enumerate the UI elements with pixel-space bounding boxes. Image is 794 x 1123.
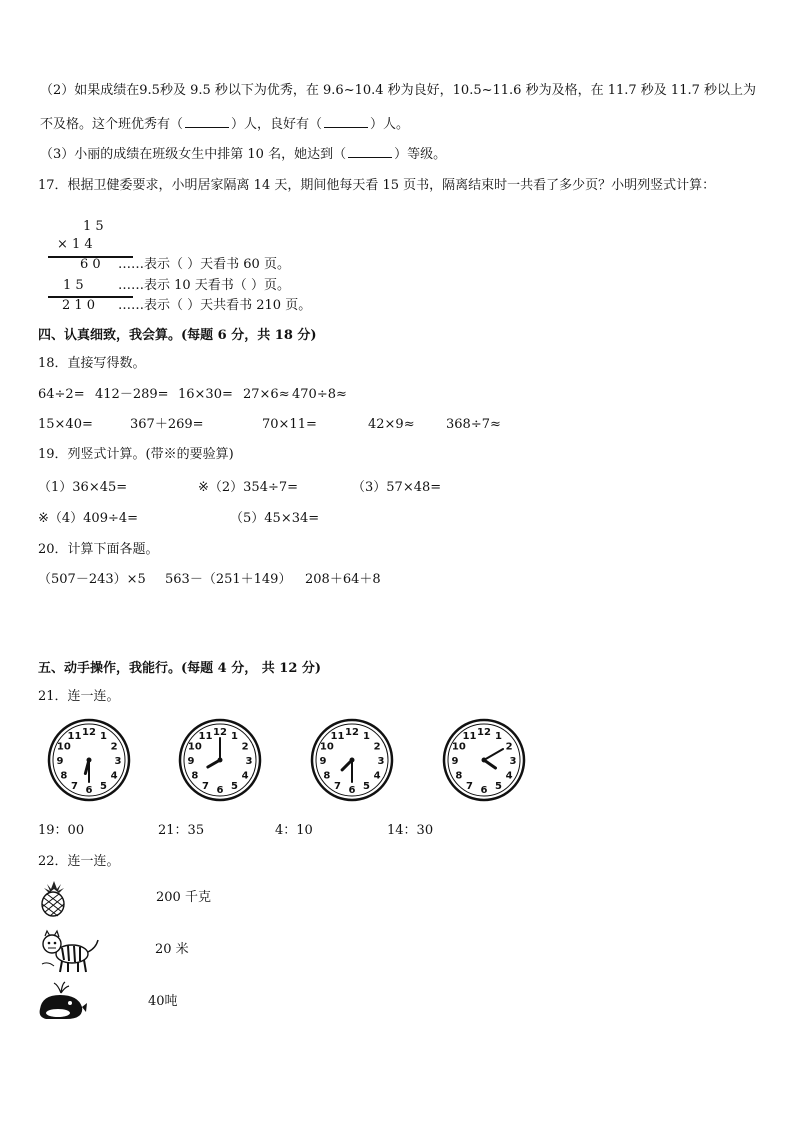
clock-numeral: 7 bbox=[466, 781, 473, 793]
q16-part2-line2 bbox=[40, 115, 409, 134]
q19-item: ※（4）409÷4= bbox=[38, 511, 139, 526]
clock-numeral: 12 bbox=[345, 727, 359, 738]
clock-numeral: 4 bbox=[110, 770, 118, 782]
section-5-title: 五、动手操作，我能行。(每题 4 分， 共 12 分) bbox=[38, 661, 322, 676]
clock-numeral: 11 bbox=[330, 730, 345, 742]
vertical-calc-row3: 6 0 bbox=[80, 257, 101, 272]
clock-numeral: 3 bbox=[377, 756, 385, 767]
clock-numeral: 6 bbox=[480, 785, 488, 796]
vertical-calc-row5-note: ……表示（ ）天共看书 210 页。 bbox=[118, 298, 312, 313]
whale-icon bbox=[36, 979, 88, 1023]
time-label: 21：35 bbox=[158, 823, 205, 838]
clock-numeral: 7 bbox=[71, 781, 78, 793]
clock-numeral: 11 bbox=[462, 730, 477, 742]
q18-item: 27×6≈ bbox=[243, 387, 290, 402]
clock-numeral: 9 bbox=[319, 756, 327, 767]
clock-numeral: 8 bbox=[323, 770, 331, 782]
q18-item: 70×11= bbox=[262, 417, 317, 432]
q19-item: （1）36×45= bbox=[38, 480, 128, 495]
clock-numeral: 2 bbox=[373, 741, 381, 753]
clock-numeral: 1 bbox=[363, 730, 370, 742]
time-label: 14：30 bbox=[387, 823, 434, 838]
q18-item: 15×40= bbox=[38, 417, 93, 432]
clock-numeral: 8 bbox=[191, 770, 199, 782]
q18-item: 16×30= bbox=[178, 387, 233, 402]
clock-numeral: 4 bbox=[373, 770, 381, 782]
q18-item: 368÷7≈ bbox=[446, 417, 501, 432]
q21-title: 21．连一连。 bbox=[38, 689, 120, 704]
q18-item: 42×9≈ bbox=[368, 417, 415, 432]
tiger-icon bbox=[38, 928, 100, 974]
clock-numeral: 3 bbox=[114, 756, 122, 767]
q19-item: ※（2）354÷7= bbox=[198, 480, 299, 495]
clock-numeral: 5 bbox=[363, 781, 370, 793]
clock-face-4 bbox=[442, 718, 526, 802]
q18-item: 412－289= bbox=[95, 387, 169, 402]
clock-numeral: 6 bbox=[85, 785, 93, 796]
time-label: 19：00 bbox=[38, 823, 85, 838]
clock-numeral: 9 bbox=[451, 756, 459, 767]
clock-numeral: 3 bbox=[509, 756, 517, 767]
q18-item: 367＋269= bbox=[130, 417, 204, 432]
clock-numeral: 12 bbox=[213, 727, 227, 738]
weight-label: 20 米 bbox=[155, 942, 189, 957]
q19-title: 19．列竖式计算。(带※的要验算) bbox=[38, 447, 234, 462]
clock-numeral: 4 bbox=[505, 770, 513, 782]
answer-blank-excellent[interactable] bbox=[185, 115, 229, 128]
weight-label: 200 千克 bbox=[156, 890, 211, 905]
q18-item: 64÷2= bbox=[38, 387, 85, 402]
q16-part2-text-c: ）人。 bbox=[370, 117, 410, 132]
q16-part3-text-a: （3）小丽的成绩在班级女生中排第 10 名，她达到（ bbox=[40, 147, 347, 162]
clock-numeral: 5 bbox=[495, 781, 502, 793]
time-label: 4：10 bbox=[275, 823, 313, 838]
weight-label: 40吨 bbox=[148, 994, 178, 1009]
q22-title: 22．连一连。 bbox=[38, 854, 120, 869]
clock-numeral: 5 bbox=[231, 781, 238, 793]
clock-numeral: 11 bbox=[198, 730, 213, 742]
clock-numeral: 6 bbox=[216, 785, 224, 796]
clock-numeral: 12 bbox=[82, 727, 96, 738]
vertical-calc-row1: 1 5 bbox=[83, 219, 104, 234]
vertical-calc-row2: × 1 4 bbox=[57, 237, 93, 252]
clock-numeral: 1 bbox=[100, 730, 107, 742]
section-4-title: 四、认真细致，我会算。(每题 6 分，共 18 分) bbox=[38, 328, 317, 343]
clock-numeral: 7 bbox=[202, 781, 209, 793]
clock-numeral: 9 bbox=[187, 756, 195, 767]
clock-numeral: 10 bbox=[187, 741, 202, 753]
clock-numeral: 1 bbox=[231, 730, 238, 742]
clock-face-2 bbox=[178, 718, 262, 802]
q20-item: 208＋64＋8 bbox=[305, 572, 381, 587]
clock-face-1 bbox=[47, 718, 131, 802]
clock-numeral: 4 bbox=[241, 770, 249, 782]
clock-numeral: 2 bbox=[505, 741, 513, 753]
clock-numeral: 9 bbox=[56, 756, 64, 767]
clock-numeral: 7 bbox=[334, 781, 341, 793]
vertical-calc-row4-note: ……表示 10 天看书（ ）页。 bbox=[118, 278, 290, 293]
q20-item: 563－（251＋149） bbox=[165, 572, 292, 587]
pineapple-icon bbox=[36, 879, 72, 917]
clock-face-3 bbox=[310, 718, 394, 802]
vertical-calc-row5: 2 1 0 bbox=[62, 298, 96, 313]
q19-item: （3）57×48= bbox=[352, 480, 442, 495]
vertical-calc-row3-note: ……表示（ ）天看书 60 页。 bbox=[118, 257, 290, 272]
clock-numeral: 10 bbox=[319, 741, 334, 753]
clock-numeral: 8 bbox=[60, 770, 68, 782]
clock-numeral: 3 bbox=[245, 756, 253, 767]
vertical-calc-row4: 1 5 bbox=[63, 278, 84, 293]
clock-numeral: 10 bbox=[56, 741, 71, 753]
q16-part2-line1: （2）如果成绩在9.5秒及 9.5 秒以下为优秀，在 9.6~10.4 秒为良好，10.5~11.6 秒为及格，在 11.7 秒及 11.7 秒以上为 bbox=[40, 83, 756, 98]
q18-item: 470÷8≈ bbox=[292, 387, 347, 402]
answer-blank-grade[interactable] bbox=[348, 145, 392, 158]
clock-numeral: 8 bbox=[455, 770, 463, 782]
clock-numeral: 2 bbox=[110, 741, 118, 753]
q16-part3 bbox=[40, 145, 446, 164]
q18-title: 18．直接写得数。 bbox=[38, 356, 146, 371]
q20-title: 20．计算下面各题。 bbox=[38, 542, 159, 557]
clock-numeral: 2 bbox=[241, 741, 249, 753]
q20-item: （507－243）×5 bbox=[38, 572, 146, 587]
clock-numeral: 5 bbox=[100, 781, 107, 793]
answer-blank-good[interactable] bbox=[324, 115, 368, 128]
clock-numeral: 6 bbox=[348, 785, 356, 796]
clock-numeral: 11 bbox=[67, 730, 82, 742]
clock-numeral: 1 bbox=[495, 730, 502, 742]
clock-numeral: 12 bbox=[477, 727, 491, 738]
q16-part3-text-b: ）等级。 bbox=[394, 147, 447, 162]
clock-numeral: 10 bbox=[451, 741, 466, 753]
q16-part2-text-b: ）人，良好有（ bbox=[231, 117, 323, 132]
q16-part2-text-a: 不及格。这个班优秀有（ bbox=[40, 117, 184, 132]
q19-item: （5）45×34= bbox=[230, 511, 320, 526]
q17-text: 17．根据卫健委要求，小明居家隔离 14 天，期间他每天看 15 页书，隔离结束时一共看了多少页？小明列竖式计算： bbox=[38, 178, 716, 193]
